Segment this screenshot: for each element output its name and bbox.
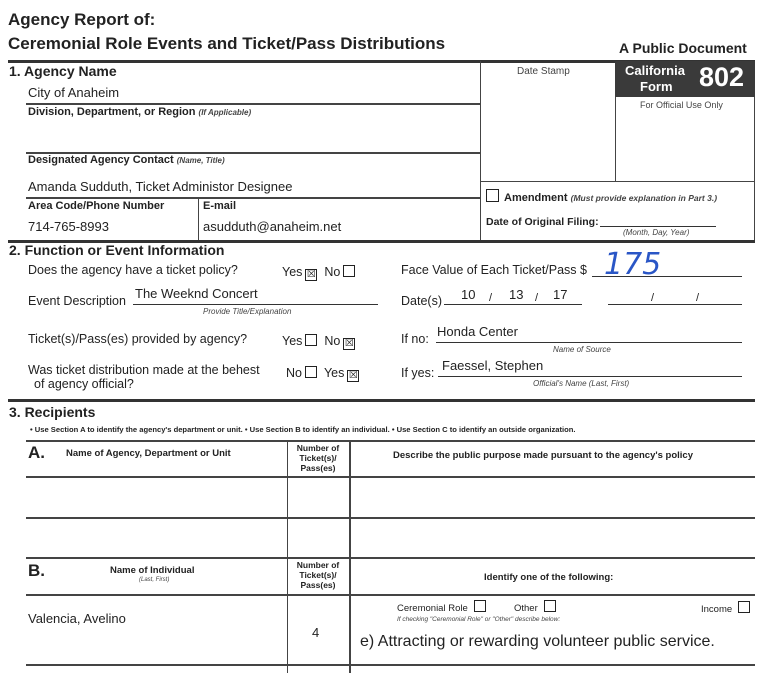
title-line2: Ceremonial Role Events and Ticket/Pass Distributions — [8, 34, 446, 53]
recipient-name[interactable]: Valencia, Avelino — [28, 611, 126, 626]
provided-yes-checkbox[interactable] — [305, 334, 317, 346]
email-label: E-mail — [203, 200, 237, 212]
badge-form: Form — [640, 79, 673, 94]
email-value[interactable]: asudduth@anaheim.net — [203, 219, 342, 234]
official-use-label: For Official Use Only — [640, 100, 723, 110]
official-value[interactable]: Faessel, Stephen — [442, 358, 544, 373]
phone-value[interactable]: 714-765-8993 — [28, 219, 109, 234]
contact-label: Designated Agency Contact — [28, 154, 174, 166]
face-value-handwritten[interactable]: 175 — [604, 247, 662, 282]
divider — [26, 517, 755, 519]
section-b-name-hint: (Last, First) — [139, 577, 170, 583]
division-label: Division, Department, or Region — [28, 106, 196, 118]
if-no-label: If no: — [401, 332, 429, 346]
form-badge — [615, 61, 755, 97]
yes-label: Yes — [323, 366, 345, 380]
no-label: No — [324, 265, 341, 279]
date-month[interactable]: 10 — [461, 287, 476, 302]
section2-title: 2. Function or Event Information — [9, 242, 225, 258]
section-a-letter: A. — [28, 443, 45, 462]
provided-question: Ticket(s)/Pass(es) provided by agency? — [28, 332, 248, 346]
income-label: Income — [701, 604, 733, 615]
ceremonial-role-label: Ceremonial Role — [397, 603, 468, 614]
policy-yes-checkbox[interactable]: ☒ — [306, 269, 316, 280]
divider — [26, 664, 755, 666]
yes-label: Yes — [282, 265, 303, 279]
section-b-count-header: Number of Ticket(s)/ Pass(es) — [296, 560, 340, 590]
public-document-label: A Public Document — [619, 40, 747, 56]
divider — [26, 594, 755, 596]
other-checkbox[interactable] — [544, 600, 556, 612]
section-b-name-header: Name of Individual — [110, 565, 195, 576]
describe-hint: If checking "Ceremonial Role" or "Other" describe below: — [397, 616, 561, 623]
yes-label: Yes — [282, 334, 303, 348]
no-label: No — [286, 366, 302, 380]
policy-no-checkbox[interactable] — [343, 265, 355, 277]
contact-value[interactable]: Amanda Sudduth, Ticket Administor Designee — [28, 179, 293, 194]
divider — [26, 197, 480, 199]
agency-name-value[interactable]: City of Anaheim — [28, 85, 120, 100]
other-label: Other — [514, 603, 538, 614]
ceremonial-role-checkbox[interactable] — [474, 600, 486, 612]
event-hint: Provide Title/Explanation — [203, 307, 292, 316]
divider — [198, 198, 199, 240]
divider — [26, 440, 755, 442]
date-stamp-label: Date Stamp — [517, 66, 570, 77]
policy-question: Does the agency have a ticket policy? — [28, 263, 238, 277]
orig-filing-field[interactable] — [600, 226, 716, 227]
source-line — [436, 342, 742, 343]
section-b-letter: B. — [28, 561, 45, 580]
amendment-label: Amendment — [504, 192, 568, 204]
division-hint: (If Applicable) — [198, 108, 252, 117]
orig-filing-hint: (Month, Day, Year) — [623, 228, 690, 237]
event-line — [133, 304, 378, 305]
provided-no-checkbox[interactable]: ☒ — [344, 338, 354, 349]
event-value[interactable]: The Weeknd Concert — [135, 286, 258, 301]
date2-line — [608, 304, 742, 305]
official-line — [438, 376, 742, 377]
income-checkbox[interactable] — [738, 601, 750, 613]
source-value[interactable]: Honda Center — [437, 324, 518, 339]
dates-label: Date(s) — [401, 294, 442, 308]
orig-filing-label: Date of Original Filing: — [486, 216, 599, 228]
purpose-description[interactable]: e) Attracting or rewarding volunteer public service. — [360, 633, 715, 650]
divider — [26, 103, 480, 105]
divider — [26, 557, 755, 559]
recipient-count[interactable]: 4 — [312, 625, 320, 640]
face-value-label: Face Value of Each Ticket/Pass $ — [401, 263, 587, 277]
section-a-count-header: Number of Ticket(s)/ Pass(es) — [296, 443, 340, 473]
amendment-checkbox[interactable] — [486, 189, 499, 202]
section-a-name-header: Name of Agency, Department or Unit — [66, 448, 231, 459]
title-line1: Agency Report of: — [8, 10, 156, 29]
behest-question: Was ticket distribution made at the behest — [28, 363, 260, 377]
divider — [26, 476, 755, 478]
no-label: No — [324, 334, 341, 348]
badge-number: 802 — [699, 62, 745, 92]
date-day[interactable]: 13 — [509, 287, 524, 302]
amendment-hint: (Must provide explanation in Part 3.) — [570, 193, 718, 203]
if-yes-label: If yes: — [401, 366, 435, 380]
behest-question-2: of agency official? — [34, 377, 134, 391]
section3-title: 3. Recipients — [9, 404, 96, 420]
section-a-purpose-header: Describe the public purpose made pursuant to the agency's policy — [393, 450, 693, 461]
date-year[interactable]: 17 — [553, 287, 568, 302]
behest-yes-checkbox[interactable]: ☒ — [348, 370, 358, 381]
section3-instructions: • Use Section A to identify the agency's department or unit. • Use Section B to identify an individual. • Use Section C to identify an outside organization. — [30, 425, 576, 434]
date-line — [444, 304, 582, 305]
divider — [480, 61, 481, 241]
contact-hint: (Name, Title) — [176, 156, 225, 165]
official-hint: Official's Name (Last, First) — [533, 379, 630, 388]
source-hint: Name of Source — [553, 345, 611, 354]
event-label: Event Description — [28, 294, 126, 308]
form-802-page: Agency Report of: Ceremonial Role Events and Ticket/Pass Distributions A Public Document California Form 802 For Official Use Only Date Stamp 1. Agency Name City of Anaheim Division, Department, or Region (If Applicable) Designated Agency Contact (Name, Title) Amanda Sudduth, Ticket Administor Designee Area Code/Phone Number E-mail 714-765-8993 asudduth@anaheim.net Amendment (Must provide explanation in Part 3.) Date of Original Filing: (Month, Day, Year) 2. Function or Event Information Does the agency have a ticket policy? Yes ☒ No Face Value of Each Ticket/Pass $ 175 Event Description The Weeknd Concert Provide Title/Explanation Date(s) 10 / 13 / 17 / / Ticket(s)/Pass(es) provided by agency? Yes No ☒ If no: Honda Center Name of Source Was ticket distribution made at the behest of agency official? No Yes ☒ If yes: Faessel, Stephen Official's Name (Last, First) 3. Recipients • Use Section A to identify the agency's department or unit. • Use Section B to identify an individual. • Use Section C to identify an outside organization. A. Name of Agency, Department or Unit Number of Ticket(s)/ Pass(es) Describe the public purpose made pursuant to the agency's policy B. Name of Individual (Last, First) Number of Ticket(s)/ Pass(es) Identify one of the following: Valencia, Avelino 4 Ceremonial Role Other Income If checking "Ceremonial Role" or "Other" describe below: e) Attracting or rewarding volunteer public service. — [0, 0, 767, 673]
divider — [8, 399, 755, 402]
phone-label: Area Code/Phone Number — [28, 200, 165, 212]
behest-no-checkbox[interactable] — [305, 366, 317, 378]
divider — [480, 181, 755, 182]
badge-state: California — [625, 63, 685, 78]
section-b-identify-header: Identify one of the following: — [484, 572, 614, 583]
section1-title: 1. Agency Name — [9, 63, 117, 79]
